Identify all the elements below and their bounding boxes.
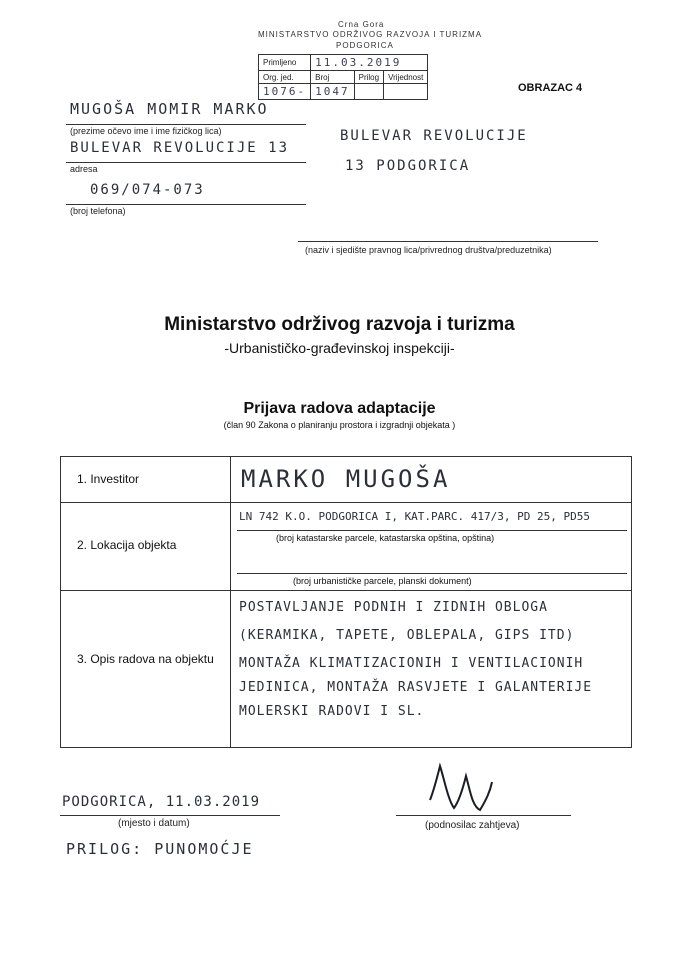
stamp-value-label: Vrijednost — [384, 71, 428, 84]
legal-entity-line2: 13 PODGORICA — [345, 158, 471, 174]
table-row-works — [61, 590, 631, 747]
works-line-4: JEDINICA, MONTAŽA RASVJETE I GALANTERIJE — [239, 680, 593, 695]
table-row-investor — [61, 457, 631, 503]
stamp-org-unit-label: Org. jed. — [259, 71, 311, 84]
stamp-value-value — [384, 84, 428, 100]
form-subtitle: (član 90 Zakona o planiranju prostora i izgradnji objekata ) — [223, 420, 456, 430]
stamp-number-label: Broj — [311, 71, 355, 84]
stamp-attachment-label: Prilog — [354, 71, 383, 84]
stamp-number-value: 1047 — [311, 84, 355, 100]
stamp-ministry: MINISTARSTVO ODRŽIVOG RAZVOJA I TURIZMA — [258, 30, 483, 39]
stamp-org-unit-value: 1076- — [259, 84, 311, 100]
applicant-name-caption: (prezime očevo ime i ime fizičkog lica) — [70, 126, 222, 136]
location-label: 2. Lokacija objekta — [77, 538, 177, 552]
applicant-phone-caption: (broj telefona) — [70, 206, 126, 216]
application-table — [60, 456, 632, 748]
ministry-name: Ministarstvo održivog razvoja i turizma — [164, 314, 515, 335]
works-line-1: POSTAVLJANJE PODNIH I ZIDNIH OBLOGA — [239, 600, 548, 615]
attachment-note: PRILOG: PUNOMOĆJE — [66, 840, 254, 858]
applicant-address-caption: adresa — [70, 164, 98, 174]
works-line-5: MOLERSKI RADOVI I SL. — [239, 704, 425, 719]
investor-label: 1. Investitor — [77, 472, 140, 486]
applicant-address: BULEVAR REVOLUCIJE 13 — [70, 140, 290, 156]
works-line-2: (KERAMIKA, TAPETE, OBLEPALA, GIPS ITD) — [239, 628, 575, 643]
location-value: LN 742 K.O. PODGORICA I, KAT.PARC. 417/3, PD 25, PD55 — [239, 510, 590, 523]
table-row-location — [61, 502, 631, 591]
ministry-department: -Urbanističko-građevinskoj inspekciji- — [224, 340, 455, 356]
legal-entity-line1: BULEVAR REVOLUCIJE — [340, 128, 528, 144]
place-date-caption: (mjesto i datum) — [118, 818, 190, 829]
stamp-table — [258, 54, 428, 100]
stamp-country: Crna Gora — [338, 20, 385, 29]
stamp-received-label: Primljeno — [259, 55, 311, 71]
form-number: OBRAZAC 4 — [518, 82, 583, 94]
location-caption-urban: (broj urbanističke parcele, planski dokument) — [293, 576, 472, 586]
investor-value: MARKO MUGOŠA — [241, 465, 451, 493]
location-caption-cadastral: (broj katastarske parcele, katastarska opština, opština) — [276, 533, 495, 543]
stamp-received-date: 11.03.2019 — [311, 55, 428, 71]
works-line-3: MONTAŽA KLIMATIZACIONIH I VENTILACIONIH — [239, 656, 584, 671]
received-stamp — [258, 20, 522, 106]
stamp-city: PODGORICA — [336, 41, 394, 50]
applicant-name: MUGOŠA MOMIR MARKO — [70, 100, 269, 118]
applicant-phone: 069/074-073 — [90, 182, 205, 198]
legal-entity-caption: (naziv i sjedište pravnog lica/privrednog društva/preduzetnika) — [305, 245, 552, 255]
works-label: 3. Opis radova na objektu — [77, 652, 214, 666]
form-title: Prijava radova adaptacije — [243, 400, 436, 417]
stamp-attachment-value — [354, 84, 383, 100]
place-date: PODGORICA, 11.03.2019 — [62, 794, 261, 810]
applicant-signature-caption: (podnosilac zahtjeva) — [425, 820, 520, 831]
